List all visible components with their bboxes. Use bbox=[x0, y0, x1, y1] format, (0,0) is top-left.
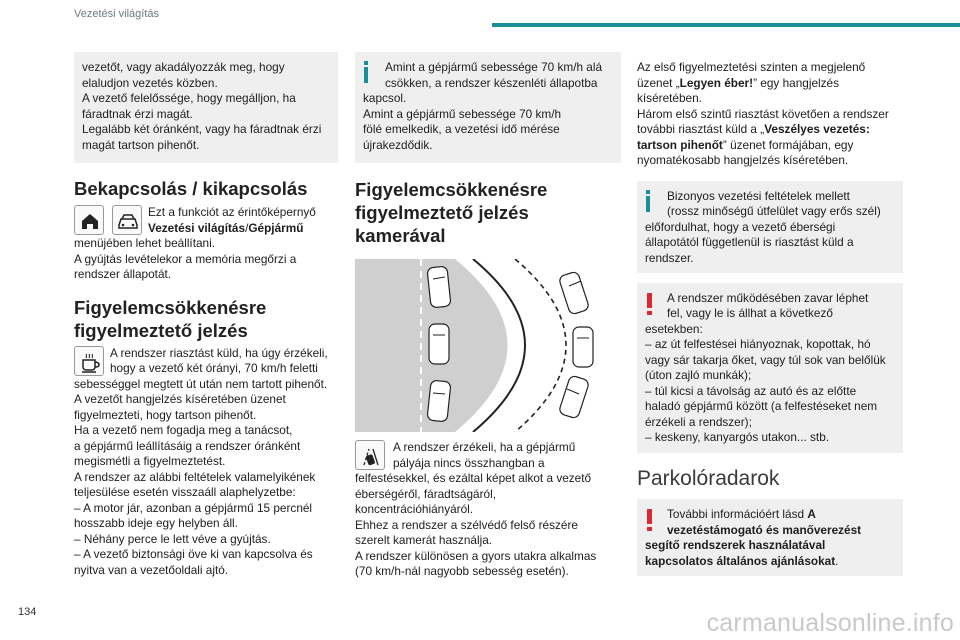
alert-line: A vezetőt hangjelzés kíséretében üzenet bbox=[74, 392, 286, 406]
heading-alert bbox=[74, 296, 338, 342]
warning-icon bbox=[647, 293, 652, 315]
warning-levels-text bbox=[637, 52, 903, 169]
alert-line: – A motor jár, azonban a gépjármű 15 percnél bbox=[74, 500, 313, 515]
alert-line: teljesülése esetén visszaáll alaphelyzetbe: bbox=[74, 485, 296, 499]
column-left bbox=[74, 52, 338, 578]
alert-line: hosszabb ideje egy helyben áll. bbox=[74, 516, 238, 530]
column-right bbox=[637, 52, 903, 576]
onoff-line: A gyújtás levételekor a memória megőrzi a bbox=[74, 251, 297, 266]
warning-line: A rendszer működésében zavar léphet bbox=[667, 290, 869, 305]
levels-line: Három első szintű riasztást követően a rendszer bbox=[637, 106, 889, 121]
camera-line: pályája nincs összhangban a bbox=[393, 455, 545, 470]
levels-line: Az első figyelmeztetési szinten a megjelenő bbox=[637, 60, 866, 74]
info-line: csökken, a rendszer készenléti állapotba bbox=[385, 75, 598, 90]
watermark: carmanualsonline.info bbox=[706, 609, 954, 637]
info-line: előfordulhat, hogy a vezető éberségi bbox=[645, 219, 836, 234]
levels-line: kíséretében. bbox=[637, 91, 702, 105]
box-line: magát tartson pihenőt. bbox=[82, 137, 200, 152]
alert-line: Ha a vezető nem fogadja meg a tanácsot, bbox=[74, 423, 293, 437]
parking-line: segítő rendszerek használatával bbox=[645, 538, 826, 552]
warning-line: – az út felfestései hiányoznak, kopottak, hó bbox=[645, 337, 871, 351]
heading-alert-line-1: Figyelemcsökkenésre bbox=[74, 296, 267, 318]
menu-name-vehicle: Gépjármű bbox=[248, 220, 304, 235]
info-line: kapcsol. bbox=[363, 91, 407, 105]
info-line: újrakezdődik. bbox=[363, 137, 433, 152]
info-icon bbox=[646, 190, 650, 212]
heading-parking-sensors: Parkolóradarok bbox=[637, 466, 780, 490]
running-header: Vezetési világítás bbox=[74, 8, 159, 20]
warning-icon bbox=[647, 509, 652, 531]
info-line: (rossz minőségű útfelület vagy erős szél) bbox=[667, 204, 881, 218]
warning-line: vagy sár takarja őket, vagy túl sok van belőlük bbox=[645, 352, 886, 367]
heading-camera-line-2: figyelmeztető jelzés bbox=[355, 202, 529, 223]
continuation-box bbox=[74, 52, 338, 163]
alert-line: A rendszer az alábbi feltételek valamelyikének bbox=[74, 469, 316, 484]
camera-line: szerelt kamerát használja. bbox=[355, 533, 493, 547]
levels-line: tartson pihenőt” üzenet formájában, egy bbox=[637, 137, 854, 152]
alert-line: – A vezető biztonsági öve ki van kapcsolva és bbox=[74, 547, 313, 561]
camera-line: felfestésekkel, és ezáltal képet alkot a vezető bbox=[355, 471, 592, 485]
heading-camera bbox=[355, 178, 621, 247]
heading-on-off: Bekapcsolás / kikapcsolás bbox=[74, 178, 308, 199]
levels-line: nyomatékosabb hangjelzés kíséretében. bbox=[637, 153, 849, 167]
coffee-cup-icon bbox=[74, 346, 104, 376]
warning-line: (úton zajló munkák); bbox=[645, 368, 752, 382]
message-be-alert: Legyen éber! bbox=[679, 75, 754, 90]
warning-line: fel, vagy le is állhat a következő bbox=[667, 306, 833, 320]
menu-name-lighting: Vezetési világítás bbox=[148, 220, 246, 235]
camera-line: koncentrációhiányáról. bbox=[355, 502, 474, 516]
camera-section bbox=[355, 440, 621, 580]
camera-line: A rendszer különösen a gyors utakra alkalmas bbox=[355, 548, 597, 563]
alert-line: a gépjármű leállításáig a rendszer óránként bbox=[74, 438, 301, 453]
camera-line: éberségéről, fáradtságáról, bbox=[355, 486, 496, 501]
box-line: A vezető felelőssége, hogy megálljon, ha bbox=[82, 91, 296, 105]
box-line: elaludjon vezetés közben. bbox=[82, 75, 218, 90]
link-general-recommendations: kapcsolatos általános ajánlásokat bbox=[645, 553, 836, 568]
header-accent-bar bbox=[492, 23, 960, 27]
page-number: 134 bbox=[18, 606, 37, 618]
info-icon bbox=[364, 61, 368, 83]
on-off-section bbox=[74, 205, 338, 283]
heading-camera-line-1: Figyelemcsökkenésre bbox=[355, 179, 548, 200]
alert-section bbox=[74, 346, 338, 579]
levels-line: üzenet „Legyen éber!” egy hangjelzés bbox=[637, 75, 839, 90]
onoff-line: menüjében lehet beállítani. bbox=[74, 236, 216, 250]
parking-line: vezetéstámogató és manőverezést bbox=[667, 522, 862, 537]
message-take-break: tartson pihenőt bbox=[637, 137, 723, 152]
info-line: állapotától függetlenül is riasztást küld a bbox=[645, 235, 854, 249]
box-line: vezetőt, vagy akadályozzák meg, hogy bbox=[82, 60, 285, 74]
camera-line: (70 km/h-nál nagyobb sebesség esetén). bbox=[355, 564, 569, 578]
info-line: fölé emelkedik, a vezetési idő mérése bbox=[363, 122, 560, 136]
alert-line: hogy a vezető két órányi, 70 km/h feletti bbox=[110, 361, 318, 375]
warning-box-malfunction bbox=[637, 283, 903, 453]
warning-line: esetekben: bbox=[645, 321, 703, 336]
alert-line: megismétli a figyelmeztetést. bbox=[74, 454, 226, 468]
info-line: Amint a gépjármű sebessége 70 km/h alá bbox=[385, 60, 603, 74]
alert-line: sebességgel megtett út után nem tartott pihenőt. bbox=[74, 376, 328, 391]
onoff-line: rendszer állapotát. bbox=[74, 267, 172, 281]
info-line: Amint a gépjármű sebessége 70 km/h bbox=[363, 106, 562, 121]
info-line: Bizonyos vezetési feltételek mellett bbox=[667, 188, 850, 203]
box-line: fáradtnak érzi magát. bbox=[82, 106, 193, 121]
menu-separator: / bbox=[245, 220, 249, 235]
column-middle bbox=[355, 52, 621, 580]
heading-camera-line-3: kamerával bbox=[355, 225, 446, 246]
warning-line: – keskeny, kanyargós utakon... stb. bbox=[645, 430, 830, 444]
info-box-standby bbox=[355, 52, 621, 163]
info-box-false-alerts bbox=[637, 181, 903, 273]
onoff-line-1: Ezt a funkciót az érintőképernyő bbox=[148, 205, 316, 219]
message-dangerous-driving: Veszélyes vezetés: bbox=[764, 122, 870, 136]
heading-alert-line-2: figyelmeztető jelzés bbox=[74, 319, 248, 341]
warning-line: érzékeli a rendszer); bbox=[645, 414, 752, 429]
camera-line: A rendszer érzékeli, ha a gépjármű bbox=[393, 440, 576, 454]
alert-line: A rendszer riasztást küld, ha úgy érzékeli, bbox=[110, 345, 328, 360]
warning-line: – túl kicsi a távolság az autó és az előtte bbox=[645, 383, 857, 398]
warning-box-parking bbox=[637, 499, 903, 576]
alert-line: – Néhány perce le lett véve a gyújtás. bbox=[74, 531, 271, 546]
parking-line: kapcsolatos általános ajánlásokat. bbox=[645, 553, 839, 568]
alert-line: figyelmezteti, hogy tartson pihenőt. bbox=[74, 407, 257, 422]
info-line: rendszer. bbox=[645, 250, 694, 265]
lane-drift-icon bbox=[355, 440, 385, 470]
warning-line: haladó gépjármű között (a felfestéseket nem bbox=[645, 399, 878, 413]
camera-line: Ehhez a rendszer a szélvédő felső részére bbox=[355, 517, 578, 532]
home-icon bbox=[74, 205, 104, 235]
alert-line: nyitva van a vezetőoldali ajtó. bbox=[74, 562, 229, 577]
parking-line: További információért lásd A bbox=[667, 507, 816, 521]
box-line: Legalább két óránként, vagy ha fáradtnak érzi bbox=[82, 122, 322, 136]
car-icon bbox=[112, 205, 142, 235]
levels-line: további riasztást küld a „Veszélyes vezetés: bbox=[637, 122, 870, 136]
lane-illustration bbox=[355, 259, 617, 432]
